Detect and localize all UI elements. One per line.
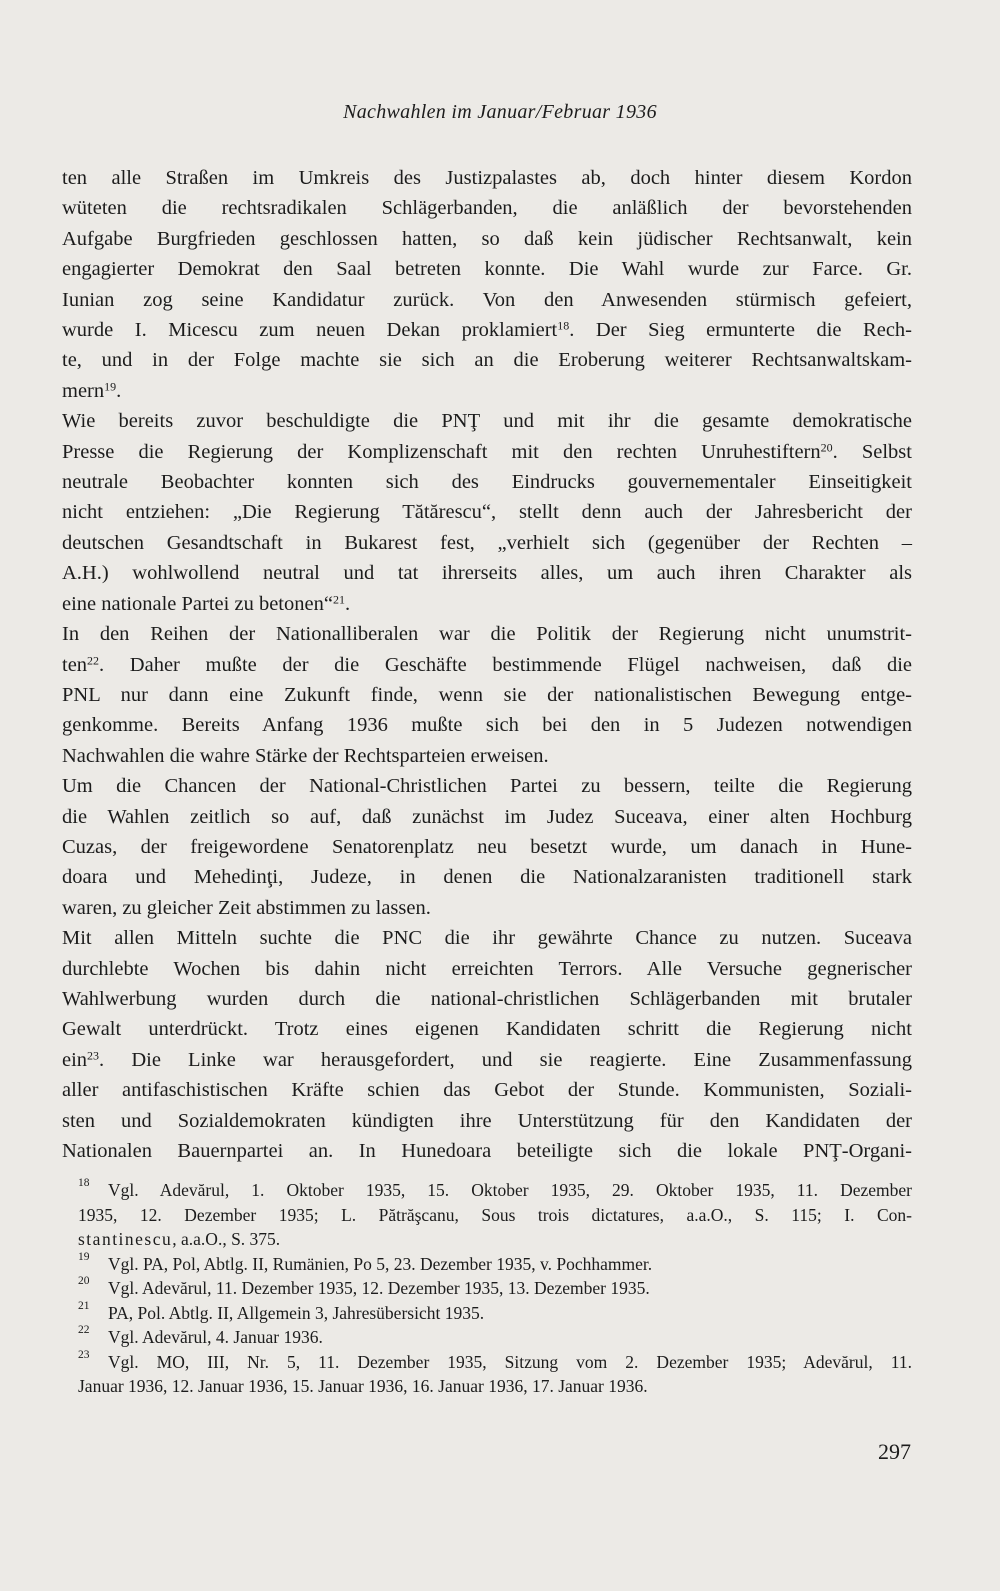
footnote [78,1178,912,1252]
text-line: aller antifaschistischen Kräfte schien das Gebot der Stunde. Kommunisten, Soziali- [62,1079,912,1102]
footnote-number: 22 [78,1324,90,1336]
footnote [78,1276,912,1301]
text-line: Aufgabe Burgfrieden geschlossen hatten, so daß kein jüdischer Rechtsanwalt, kein [62,227,912,250]
text-line: Cuzas, der freigewordene Senatorenplatz neu besetzt wurde, um danach in Hune- [62,835,912,858]
text-line: deutschen Gesandtschaft in Bukarest fest, „verhielt sich (gegenüber der Rechten – [62,531,912,554]
footnote-text: PA, Pol. Abtlg. II, Allgemein 3, Jahresübersicht 1935. [108,1302,485,1323]
text-line: wüteten die rechtsradikalen Schlägerbanden, die anläßlich der bevorstehenden [62,197,912,220]
text-line: Wie bereits zuvor beschuldigte die PNŢ und mit ihr die gesamte demokratische [62,410,912,433]
text-line: Nachwahlen die wahre Stärke der Rechtsparteien erweisen. [62,744,549,767]
text-line: ten$^{22}$. Daher mußte der die Geschäfte bestimmende Flügel nachweisen, daß die [62,652,912,676]
footnote-text: stantinescu, a.a.O., S. 375. [78,1229,281,1249]
text-line: eine nationale Partei zu betonen“$^{21}$. [62,592,351,615]
footnote-ref: 21 [332,592,345,607]
text-line: genkomme. Bereits Anfang 1936 mußte sich bei den in 5 Judezen notwendigen [62,714,912,737]
footnote [78,1301,912,1326]
text-line: durchlebte Wochen bis dahin nicht erreichten Terrors. Alle Versuche gegnerischer [62,957,912,980]
text-line: PNL nur dann eine Zukunft finde, wenn sie der nationalistischen Bewegung entge- [62,683,912,706]
text-line: neutrale Beobachter konnten sich des Eindrucks gouvernementaler Einseitigkeit [62,471,912,494]
text-line: Um die Chancen der National-Christlichen Partei zu bessern, teilte die Regierung [62,775,912,798]
text-line: Mit allen Mitteln suchte die PNC die ihr gewährte Chance zu nutzen. Suceava [62,927,912,950]
text-line: In den Reihen der Nationalliberalen war die Politik der Regierung nicht unumstrit- [62,623,912,646]
text-line: engagierter Demokrat den Saal betreten konnte. Die Wahl wurde zur Farce. Gr. [62,258,912,281]
footnote-number: 20 [78,1275,90,1287]
footnote-ref: 18 [557,318,570,333]
footnotes [78,1178,912,1399]
text-line: Iunian zog seine Kandidatur zurück. Von den Anwesenden stürmisch gefeiert, [62,288,912,311]
footnote-number: 18 [78,1177,90,1189]
footnote-ref: 20 [820,440,833,455]
footnote-ref: 22 [87,652,100,667]
footnote-number: 23 [78,1348,90,1361]
text-line: Gewalt unterdrückt. Trotz eines eigenen Kandidaten schritt die Regierung nicht [62,1018,912,1041]
footnote-text: Vgl. Adevărul, 4. Januar 1936. [108,1327,323,1347]
text-line: Nationalen Bauernpartei an. In Hunedoara beteiligte sich die lokale PNŢ-Organi- [62,1140,912,1162]
body-text [62,163,912,1166]
footnote-text: Vgl. Adevărul, 11. Dezember 1935, 12. Dezember 1935, 13. Dezember 1935. [108,1278,650,1298]
text-line: Presse die Regierung der Komplizenschaft mit den rechten Unruhestiftern$^{20}$. Selbst [62,440,912,463]
text-line: ten alle Straßen im Umkreis des Justizpalastes ab, doch hinter diesem Kordon [62,167,912,189]
footnote-text: Vgl. Adevărul, 1. Oktober 1935, 15. Oktober 1935, 29. Oktober 1935, 11. Dezember [108,1180,912,1200]
text-line: doara und Mehedinţi, Judeze, in denen die Nationalzaranisten traditionell stark [62,866,912,889]
footnote-ref: 19 [104,379,117,394]
text-line: A.H.) wohlwollend neutral und tat ihrerseits alles, um auch ihren Charakter als [62,562,912,585]
footnote-text: Vgl. MO, III, Nr. 5, 11. Dezember 1935, Sitzung vom 2. Dezember 1935; Adevărul, 11. [108,1351,912,1372]
footnote [78,1350,912,1399]
text-line: die Wahlen zeitlich so auf, daß zunächst im Judez Suceava, einer alten Hochburg [62,805,912,828]
footnote-text: Januar 1936, 12. Januar 1936, 15. Januar 1936, 16. Januar 1936, 17. Januar 1936. [78,1376,648,1396]
page-number: 297 [878,1439,911,1464]
footnote-text: Vgl. PA, Pol, Abtlg. II, Rumänien, Po 5, 23. Dezember 1935, v. Pochhammer. [108,1253,653,1274]
text-line: te, und in der Folge machte sie sich an die Eroberung weiterer Rechtsanwaltskam- [62,349,912,372]
text-line: mern$^{19}$. [62,379,122,402]
text-line: sten und Sozialdemokraten kündigten ihre Unterstützung für den Kandidaten der [62,1109,912,1132]
footnote-ref: 23 [87,1048,100,1063]
footnote-number: 19 [78,1250,90,1263]
footnote-text: 1935, 12. Dezember 1935; L. Pătrăşcanu, Sous trois dictatures, a.a.O., S. 115; I. Con- [78,1204,912,1225]
text-line: waren, zu gleicher Zeit abstimmen zu lassen. [62,896,431,919]
footnote [78,1252,912,1277]
footnote-number: 21 [78,1299,90,1312]
footnote [78,1325,912,1350]
running-head: Nachwahlen im Januar/Februar 1936 [343,101,657,123]
text-line: nicht entziehen: „Die Regierung Tătărescu“, stellt denn auch der Jahresbericht der [62,501,912,524]
text-line: Wahlwerbung wurden durch die national-christlichen Schlägerbanden mit brutaler [62,987,912,1010]
text-line: ein$^{23}$. Die Linke war herausgefordert, und sie reagierte. Eine Zusammenfassung [62,1048,912,1071]
text-line: wurde I. Micescu zum neuen Dekan proklamiert$^{18}$. Der Sieg ermunterte die Rech- [62,318,912,342]
